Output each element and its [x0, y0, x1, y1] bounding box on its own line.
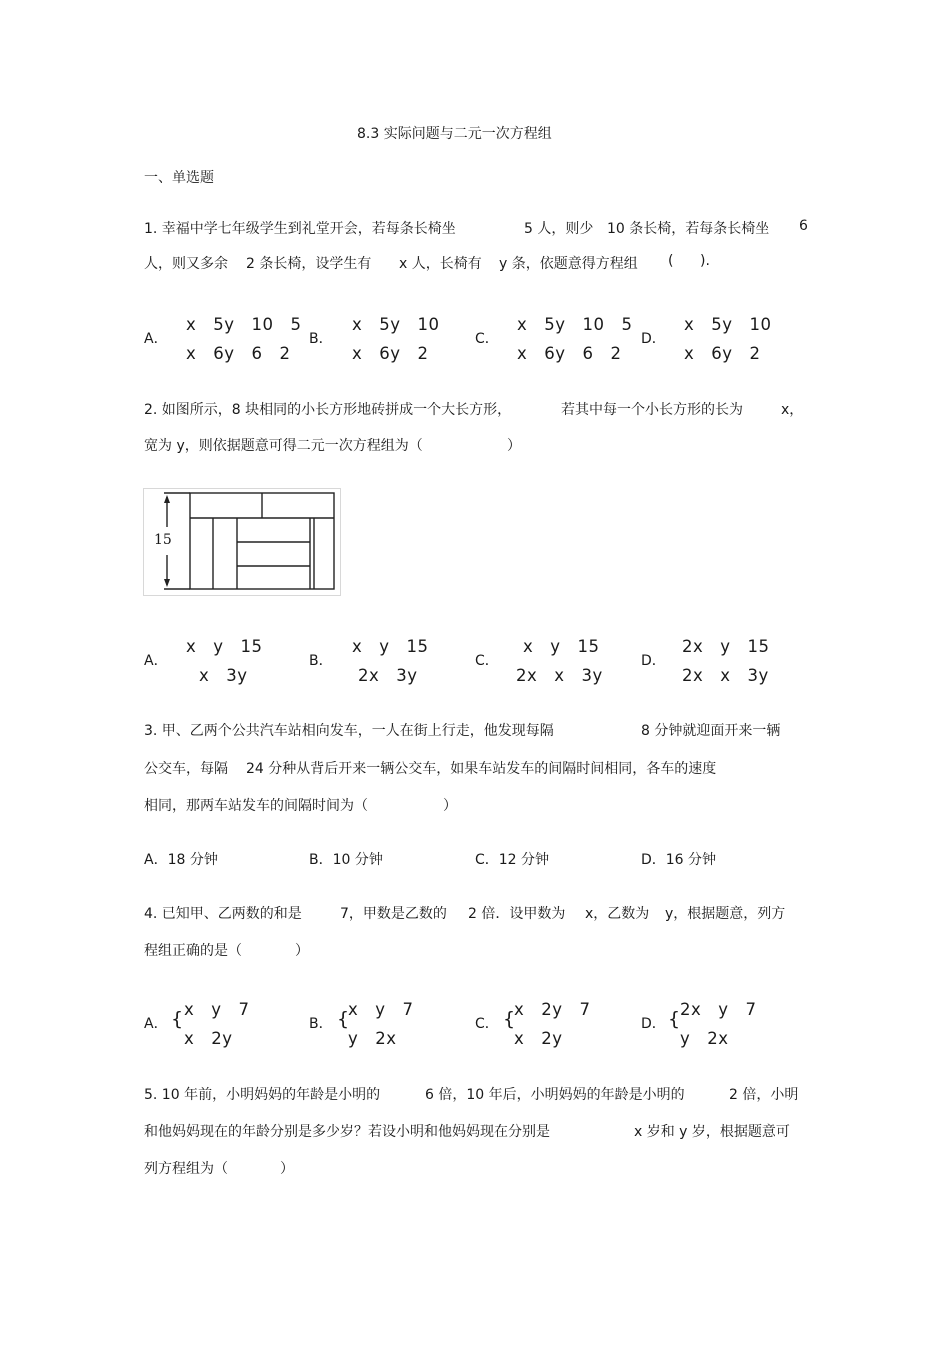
q2-option-d-label[interactable]: D．	[641, 653, 666, 669]
q2-text: 2. 如图所示，8 块相同的小长方形地砖拼成一个大长方形，	[144, 402, 512, 418]
brace-icon: {	[503, 1008, 516, 1030]
q5-text: 6 倍，10 年后，小明妈妈的年龄是小明的	[425, 1087, 685, 1103]
q5-text: ）	[280, 1161, 294, 1177]
q2-option-c-label[interactable]: C．	[475, 653, 499, 669]
brace-icon: {	[337, 1008, 350, 1030]
brace-icon: {	[668, 1008, 681, 1030]
q4-option-a-eq1: x y 7	[184, 1000, 250, 1019]
q3-text: ）	[443, 798, 457, 814]
q4-option-d-label[interactable]: D．	[641, 1016, 666, 1032]
q1-text: x 人，长椅有	[399, 256, 482, 272]
q1-text: 10 条长椅，若每条长椅坐	[607, 221, 770, 237]
q1-text: 6	[799, 218, 808, 234]
q2-text: 若其中每一个小长方形的长为	[561, 402, 743, 418]
q4-option-b-eq2: y 2x	[348, 1029, 397, 1048]
q3-option-c[interactable]: C．12 分钟	[475, 852, 550, 868]
q1-option-a-eq2: x 6y 6 2	[186, 344, 291, 363]
q3-text: 3. 甲、乙两个公共汽车站相向发车，一人在街上行走，他发现每隔	[144, 723, 554, 739]
q1-text: 2 条长椅，设学生有	[246, 256, 372, 272]
q1-option-d-eq1: x 5y 10	[684, 315, 772, 334]
q4-text: y，根据题意，列方	[665, 906, 786, 922]
q4-option-a-eq2: x 2y	[184, 1029, 233, 1048]
q2-option-a-eq1: x y 15	[186, 637, 263, 656]
q1-option-c-eq2: x 6y 6 2	[517, 344, 622, 363]
q1-option-b-eq1: x 5y 10	[352, 315, 440, 334]
brace-icon: {	[171, 1008, 184, 1030]
q2-option-b-eq1: x y 15	[352, 637, 429, 656]
tile-diagram	[144, 489, 340, 595]
q1-text: 人，则又多余	[144, 256, 228, 272]
q5-text: x 岁和 y 岁，根据题意可	[634, 1124, 790, 1140]
q4-option-a-label[interactable]: A．	[144, 1016, 168, 1032]
q1-option-b-eq2: x 6y 2	[352, 344, 429, 363]
q2-option-c-eq2: 2x x 3y	[516, 666, 603, 685]
q1-text: 5 人，则少	[524, 221, 594, 237]
q1-option-b-label[interactable]: B．	[309, 331, 333, 347]
q1-text: 1. 幸福中学七年级学生到礼堂开会，若每条长椅坐	[144, 221, 456, 237]
q3-option-a[interactable]: A．18 分钟	[144, 852, 218, 868]
q5-text: 5. 10 年前，小明妈妈的年龄是小明的	[144, 1087, 381, 1103]
q4-text: 程组正确的是（	[144, 943, 242, 959]
page-title: 8.3 实际问题与二元一次方程组	[357, 126, 552, 142]
q2-text: x，	[781, 402, 804, 418]
q2-option-c-eq1: x y 15	[523, 637, 600, 656]
q4-option-c-eq2: x 2y	[514, 1029, 563, 1048]
q3-text: 公交车，每隔	[144, 761, 228, 777]
q1-text: y 条，依题意得方程组	[499, 256, 638, 272]
q2-text: ）	[507, 438, 521, 454]
q4-text: 2 倍．设甲数为	[468, 906, 566, 922]
q4-option-c-label[interactable]: C．	[475, 1016, 499, 1032]
q3-text: 相同，那两车站发车的间隔时间为（	[144, 798, 368, 814]
q1-option-a-label[interactable]: A．	[144, 331, 168, 347]
tile-figure	[143, 488, 341, 596]
q1-option-a-eq1: x 5y 10 5	[186, 315, 302, 334]
q1-option-d-label[interactable]: D．	[641, 331, 666, 347]
q2-option-b-label[interactable]: B．	[309, 653, 333, 669]
q4-text: ）	[295, 943, 309, 959]
q4-option-b-label[interactable]: B．	[309, 1016, 333, 1032]
dimension-label: 15	[154, 532, 172, 548]
q2-option-d-eq2: 2x x 3y	[682, 666, 769, 685]
arrow-up-icon	[164, 495, 170, 503]
q4-option-c-eq1: x 2y 7	[514, 1000, 591, 1019]
q2-option-a-label[interactable]: A．	[144, 653, 168, 669]
q1-text: ).	[700, 253, 710, 269]
q1-option-c-label[interactable]: C．	[475, 331, 499, 347]
q3-text: 8 分钟就迎面开来一辆	[641, 723, 781, 739]
q1-option-d-eq2: x 6y 2	[684, 344, 761, 363]
q5-text: 和他妈妈现在的年龄分别是多少岁？若设小明和他妈妈现在分别是	[144, 1124, 550, 1140]
arrow-down-icon	[164, 579, 170, 587]
q4-option-b-eq1: x y 7	[348, 1000, 414, 1019]
q4-text: 7，甲数是乙数的	[340, 906, 447, 922]
section-heading: 一、单选题	[144, 170, 214, 186]
q2-option-a-eq2: x 3y	[199, 666, 248, 685]
q5-text: 列方程组为（	[144, 1161, 228, 1177]
q4-text: x，乙数为	[585, 906, 650, 922]
q3-option-d[interactable]: D．16 分钟	[641, 852, 717, 868]
q2-text: 宽为 y，则依据题意可得二元一次方程组为（	[144, 438, 423, 454]
q1-option-c-eq1: x 5y 10 5	[517, 315, 633, 334]
q3-option-b[interactable]: B．10 分钟	[309, 852, 383, 868]
q3-text: 24 分种从背后开来一辆公交车，如果车站发车的间隔时间相同，各车的速度	[246, 761, 717, 777]
q4-text: 4. 已知甲、乙两数的和是	[144, 906, 302, 922]
q2-option-d-eq1: 2x y 15	[682, 637, 770, 656]
q2-option-b-eq2: 2x 3y	[358, 666, 418, 685]
q4-option-d-eq2: y 2x	[680, 1029, 729, 1048]
q4-option-d-eq1: 2x y 7	[680, 1000, 757, 1019]
q1-text: (	[668, 253, 674, 269]
q5-text: 2 倍，小明	[729, 1087, 799, 1103]
